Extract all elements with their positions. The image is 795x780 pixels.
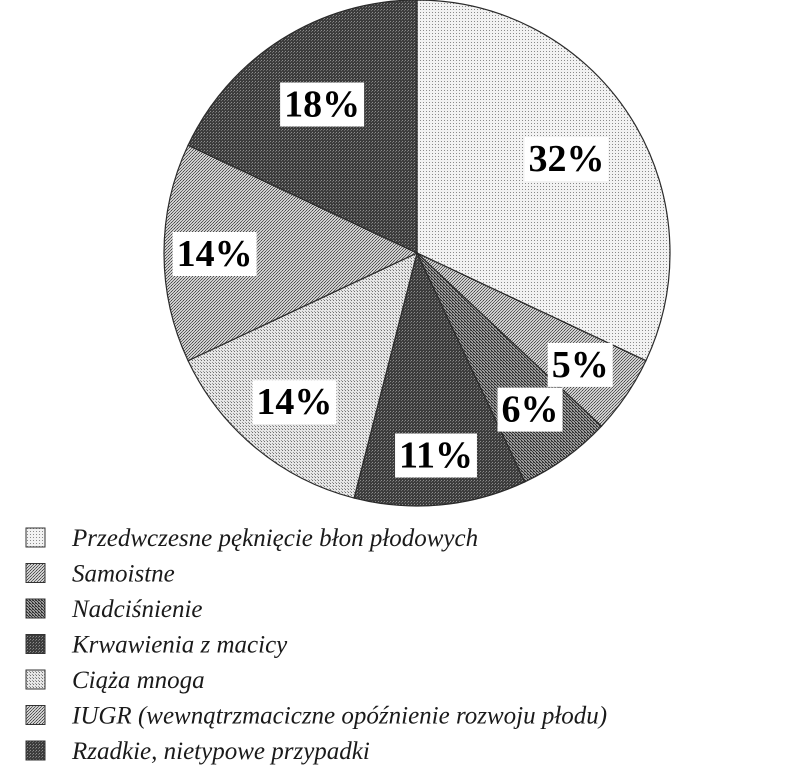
legend-item (26, 525, 478, 552)
slice-value-label (498, 388, 563, 432)
legend-label: Krwawienia z macicy (72, 631, 288, 659)
svg-text:14%: 14% (256, 381, 333, 424)
legend-label: Przedwczesne pęknięcie błon płodowych (72, 525, 479, 552)
slice-value-label (395, 434, 477, 478)
legend-swatch (26, 599, 45, 618)
legend-label: Ciąża mnoga (72, 667, 205, 694)
legend-item (26, 703, 607, 730)
legend-item (26, 632, 288, 659)
svg-text:5%: 5% (551, 343, 609, 386)
svg-text:11%: 11% (399, 434, 473, 477)
legend (26, 525, 607, 765)
legend-swatch (26, 635, 45, 654)
slice-value-label (280, 83, 364, 127)
legend-swatch (26, 706, 45, 725)
slice-value-label (548, 343, 613, 387)
legend-item (26, 596, 203, 623)
svg-text:14%: 14% (176, 233, 253, 275)
legend-swatch (26, 670, 45, 689)
legend-label: Rzadkie, nietypowe przypadki (72, 738, 370, 765)
legend-label: IUGR (wewnątrzmaciczne opóźnienie rozwoju płodu) (72, 702, 608, 730)
legend-label: Samoistne (72, 560, 175, 588)
slice-value-label (173, 232, 257, 276)
legend-item (26, 667, 205, 694)
legend-label: Nadciśnienie (72, 596, 203, 623)
slice-value-label (525, 137, 609, 181)
legend-swatch (26, 564, 45, 583)
svg-text:18%: 18% (284, 83, 361, 126)
legend-item (26, 738, 370, 765)
slice-value-label (252, 380, 336, 424)
legend-item (26, 561, 175, 588)
svg-text:32%: 32% (528, 138, 605, 181)
svg-text:6%: 6% (501, 388, 559, 431)
legend-swatch (26, 528, 45, 547)
legend-swatch (26, 741, 45, 760)
